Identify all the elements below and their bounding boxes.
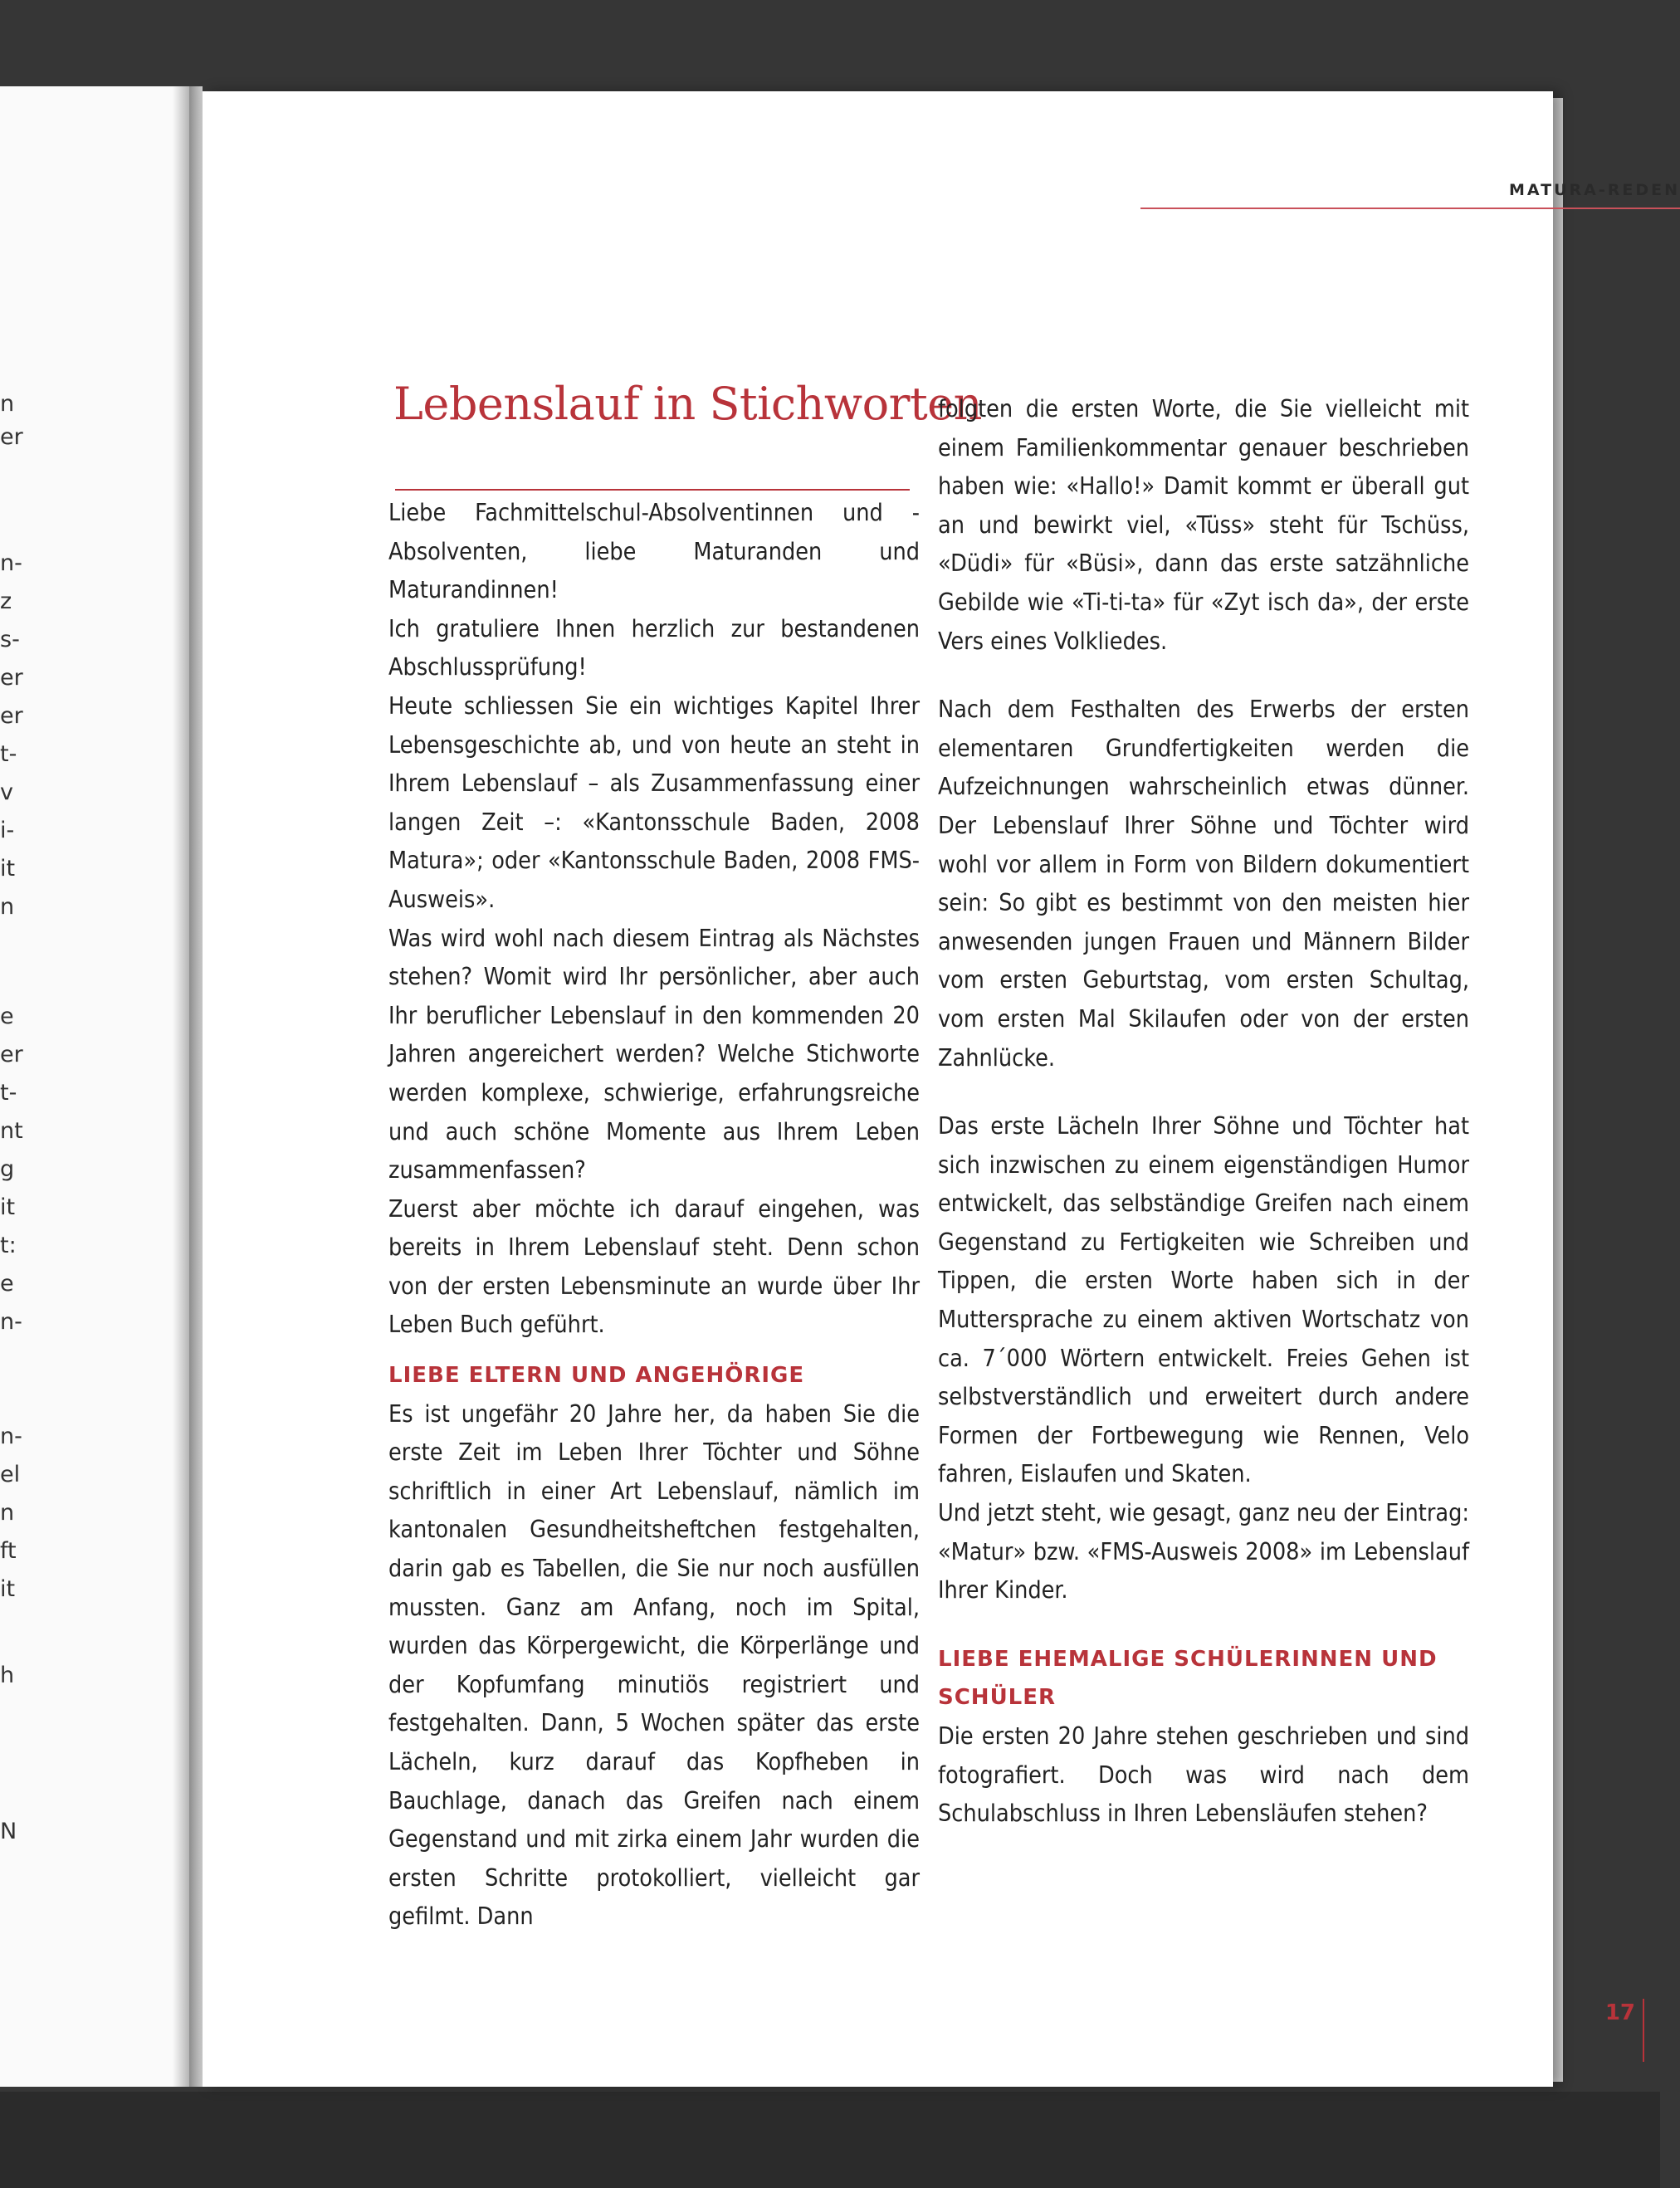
page-number-rule	[1643, 1999, 1644, 2062]
page-shadow	[173, 86, 189, 2087]
facing-page-text: n	[0, 894, 15, 920]
facing-page-text: s-	[0, 627, 20, 652]
paragraph: Liebe Fachmittelschul-Absolventinnen und -Absolventen, liebe Maturanden und Maturandinnen!	[388, 499, 920, 604]
facing-page-text: n-	[0, 1309, 22, 1335]
running-head: MATURA-REDEN	[1508, 181, 1680, 199]
right-column	[938, 390, 1469, 1834]
paragraph: Es ist ungefähr 20 Jahre her, da haben Sie die erste Zeit im Leben Ihrer Töchter und Söhne schriftlich in einer Art Lebenslauf, nämlich im kantonalen Gesundheitsheftchen festgehalten, darin gab es Tabellen, die Sie nur noch ausfüllen mussten. Ganz am Anfang, noch im Spital, wurden das Körpergewicht, die Körperlänge und der Kopfumfang minutiös registriert und festgehalten. Dann, 5 Wochen später das erste Lächeln, kurz darauf das Kopfheben in Bauchlage, danach das Greifen nach einem Gegenstand und mit zirka einem Jahr wurden die ersten Schritte protokolliert, vielleicht gar gefilmt. Dann	[388, 1399, 920, 1931]
paragraph: Die ersten 20 Jahre stehen geschrieben und sind fotografiert. Doch was wird nach dem Schulabschluss in Ihren Lebensläufen stehen?	[938, 1722, 1469, 1828]
scan-background	[0, 2092, 1660, 2188]
facing-page-text: v	[0, 779, 13, 805]
facing-page-text: h	[0, 1663, 15, 1688]
page-edge	[1553, 98, 1563, 2082]
paragraph: Was wird wohl nach diesem Eintrag als Nächstes stehen? Womit wird Ihr persönlicher, aber auch Ihr beruflicher Lebenslauf in den kommenden 20 Jahren angereichert werden? Welche Stichworte werden komplexe, schwierige, erfahrungsreiche und auch schöne Momente aus Ihrem Leben zusammenfassen?	[388, 924, 920, 1184]
facing-page-text: it	[0, 856, 16, 882]
facing-page-text: n	[0, 391, 15, 417]
paragraph: Nach dem Festhalten des Erwerbs der ersten elementaren Grundfertigkeiten werden die Aufzeichnungen wahrscheinlich etwas dünner. Der Lebenslauf Ihrer Söhne und Töchter wird wohl vor allem in Form von Bildern dokumentiert sein: So gibt es bestimmt von den meisten hier anwesenden jungen Frauen und Männern Bilder vom ersten Geburtstag, vom ersten Schultag, vom ersten Mal Skilaufen oder von der ersten Zahnlücke.	[938, 696, 1469, 1072]
page-number: 17	[1604, 2000, 1635, 2025]
facing-page-text: i-	[0, 818, 15, 843]
facing-page-text: g	[0, 1156, 15, 1182]
facing-page-text: el	[0, 1462, 21, 1487]
facing-page-text: e	[0, 1271, 14, 1297]
facing-page-text: t-	[0, 741, 17, 767]
facing-page-text: it	[0, 1576, 16, 1602]
facing-page-text: nt	[0, 1118, 23, 1144]
facing-page-text: er	[0, 665, 23, 691]
paragraph: Ich gratuliere Ihnen herzlich zur bestandenen Abschlussprüfung!	[388, 614, 920, 681]
facing-page-text: t:	[0, 1233, 17, 1258]
title-rule	[395, 489, 910, 491]
paragraph: Das erste Lächeln Ihrer Söhne und Töchter hat sich inzwischen zu einem eigenständigen Humor entwickelt, das selbständige Greifen nach einem Gegenstand zu Fertigkeiten wie Schreiben und Tippen, die ersten Worte haben sich in der Muttersprache zu einem aktiven Wortschatz von ca. 7´000 Wörtern entwickelt. Freies Gehen ist selbstverständlich und erweitert durch andere Formen der Fortbewegung wie Rennen, Velo fahren, Eislaufen und Skaten.	[938, 1112, 1469, 1488]
book-gutter	[189, 86, 203, 2087]
facing-page-text: e	[0, 1004, 14, 1029]
facing-page-text: n	[0, 1500, 15, 1526]
article-title: Lebenslauf in Stichworten	[393, 378, 982, 430]
paragraph: Zuerst aber möchte ich darauf eingehen, was bereits in Ihrem Lebenslauf steht. Denn schon von der ersten Lebensminute an wurde über Ihr Leben Buch geführt.	[388, 1194, 920, 1339]
page	[203, 91, 1680, 2087]
paragraph: Heute schliessen Sie ein wichtiges Kapitel Ihrer Lebensgeschichte ab, und von heute an steht in Ihrem Lebenslauf – als Zusammenfassung einer langen Zeit –: «Kantonsschule Baden, 2008 Matura»; oder «Kantonsschule Baden, 2008 FMS-Ausweis».	[388, 691, 920, 913]
facing-page-text: t-	[0, 1080, 17, 1106]
paragraph: Und jetzt steht, wie gesagt, ganz neu der Eintrag: «Matur» bzw. «FMS-Ausweis 2008» im Lebenslauf Ihrer Kinder.	[938, 1499, 1469, 1604]
section-heading: LIEBE EHEMALIGE SCHÜLERINNEN UND SCHÜLER	[938, 1646, 1438, 1711]
facing-page-text: n-	[0, 1424, 22, 1449]
facing-page-text: er	[0, 703, 23, 729]
facing-page	[0, 86, 189, 2087]
section-heading: LIEBE ELTERN UND ANGEHÖRIGE	[388, 1363, 805, 1389]
facing-page-text: N	[0, 1819, 17, 1844]
facing-page-text: it	[0, 1194, 16, 1220]
facing-page-text: er	[0, 424, 23, 450]
facing-page-text: z	[0, 589, 12, 614]
facing-page-text: er	[0, 1042, 23, 1067]
facing-page-text: ft	[0, 1538, 17, 1564]
running-head-rule	[1140, 208, 1680, 209]
facing-page-text: n-	[0, 550, 22, 576]
paragraph: folgten die ersten Worte, die Sie vielleicht mit einem Familienkommentar genauer beschrieben haben wie: «Hallo!» Damit kommt er überall gut an und bewirkt viel, «Tüss» steht für Tschüss, «Düdi» für «Büsi», dann das erste satzähnliche Gebilde wie «Ti-ti-ta» für «Zyt isch da», der erste Vers eines Volkliedes.	[938, 395, 1469, 655]
left-column	[388, 494, 920, 1936]
